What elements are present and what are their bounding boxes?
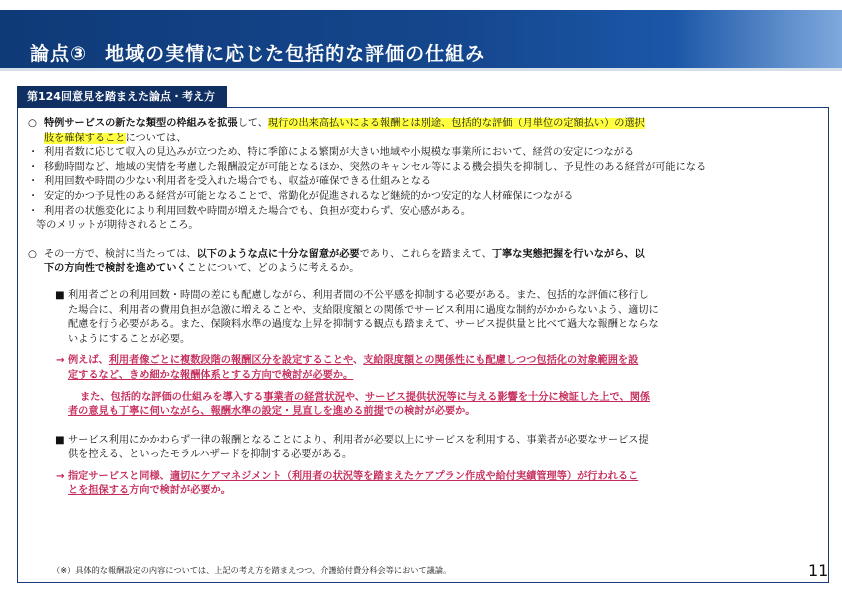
header-divider [0, 68, 842, 71]
topic-title: 地域の実情に応じた包括的な評価の仕組み [105, 43, 486, 65]
header-banner [0, 10, 842, 68]
point-fairness: ■ 利用者ごとの利用回数・時間の差にも配慮しながら、利用者間の不公平感を抑制する必要がある。また、包括的な評価に移行し た場合に、利用者の費用負担が急激に増えることや、支給限度額との関係でサービス利用に過度な制約がかからないよう、適切に 配慮を行う必要がある。また、保険料水準の過度な上昇を抑制する観点も踏まえて、サービス提供量と比べて過大な報酬とならな いようにすることが必要。 [55, 289, 659, 345]
circle-bullet: ○ [28, 118, 37, 129]
arrow-icon: → [56, 355, 65, 367]
list-item: ・ 利用者数に応じて収入の見込みが立つため、特に季節による繁閑が大きい地域や小規模な事業所において、経営の安定につながる [28, 147, 635, 159]
arrow-icon: → [56, 470, 65, 482]
section-tab: 第124回意見を踏まえた論点・考え方 [17, 86, 227, 108]
square-bullet: ■ [55, 434, 65, 446]
main-content [28, 117, 823, 499]
point-moral-hazard: ■ サービス利用にかかわらず一律の報酬となることにより、利用者が必要以上にサービスを利用する、事業者が必要なサービス提 供を控える、といったモラルハザードを抑制する必要がある。 [55, 434, 649, 461]
direction-care-management: → 指定サービスと同様、適切にケアマネジメント（利用者の状況等を踏まえたケアプラン作成や給付実績管理等）が行われるこ とを担保する方向で検討が必要か。 [56, 470, 639, 497]
list-item: ・ 利用回数や時間の少ない利用者を受入れた場合でも、収益が確保できる仕組みとなる [28, 176, 432, 188]
list-item: ・ 利用者の状態変化により利用回数や時間が増えた場合でも、負担が変わらず、安心感がある。 [28, 205, 472, 217]
direction-verification: また、包括的な評価の仕組みを導入する事業者の経営状況や、サービス提供状況等に与える影響を十分に検証した上で、関係 者の意見も丁寧に伺いながら、報酬水準の設定・見直しを進める前提での検討が必要か。 [68, 391, 651, 418]
merit-closing: 等のメリットが期待されるところ。 [36, 220, 199, 232]
page-number: 11 [808, 561, 829, 580]
list-item: ・ 安定的かつ予見性のある経営が可能となることで、常勤化が促進されるなど継続的かつ安定的な人材確保につながる [28, 190, 574, 202]
highlight-text: 肢を確保すること [44, 132, 126, 144]
topic-number: 論点③ [30, 43, 88, 65]
list-item: ・ 移動時間など、地域の実情を考慮した報酬設定が可能となるほか、突然のキャンセル等による機会損失を抑制し、予見性のある経営が可能になる [28, 161, 707, 173]
square-bullet: ■ [55, 289, 65, 301]
merit-paragraph: ○ 特例サービスの新たな類型の枠組みを拡張して、現行の出来高払いによる報酬とは別途、包括的な評価（月単位の定額払い）の選択 肢を確保することについては、 [28, 118, 645, 144]
direction-fairness: → 例えば、利用者像ごとに複数段階の報酬区分を設定することや、支給限度額との関係性にも配慮しつつ包括化の対象範囲を設 定するなど、きめ細かな報酬体系とする方向で検討が必要か。 [56, 355, 639, 381]
circle-bullet: ○ [28, 248, 37, 260]
highlight-text: 現行の出来高払いによる報酬とは別途、包括的な評価（月単位の定額払い）の選択 [267, 118, 645, 129]
consideration-paragraph: ○ その一方で、検討に当たっては、以下のような点に十分な留意が必要であり、これらを踏まえて、丁寧な実態把握を行いながら、以 下の方向性で検討を進めていくことについて、どのように考えるか。 [28, 248, 645, 275]
footnote: （※）具体的な報酬設定の内容については、上記の考え方を踏まえつつ、介護給付費分科会等において議論。 [52, 565, 452, 575]
page-title [30, 39, 485, 66]
